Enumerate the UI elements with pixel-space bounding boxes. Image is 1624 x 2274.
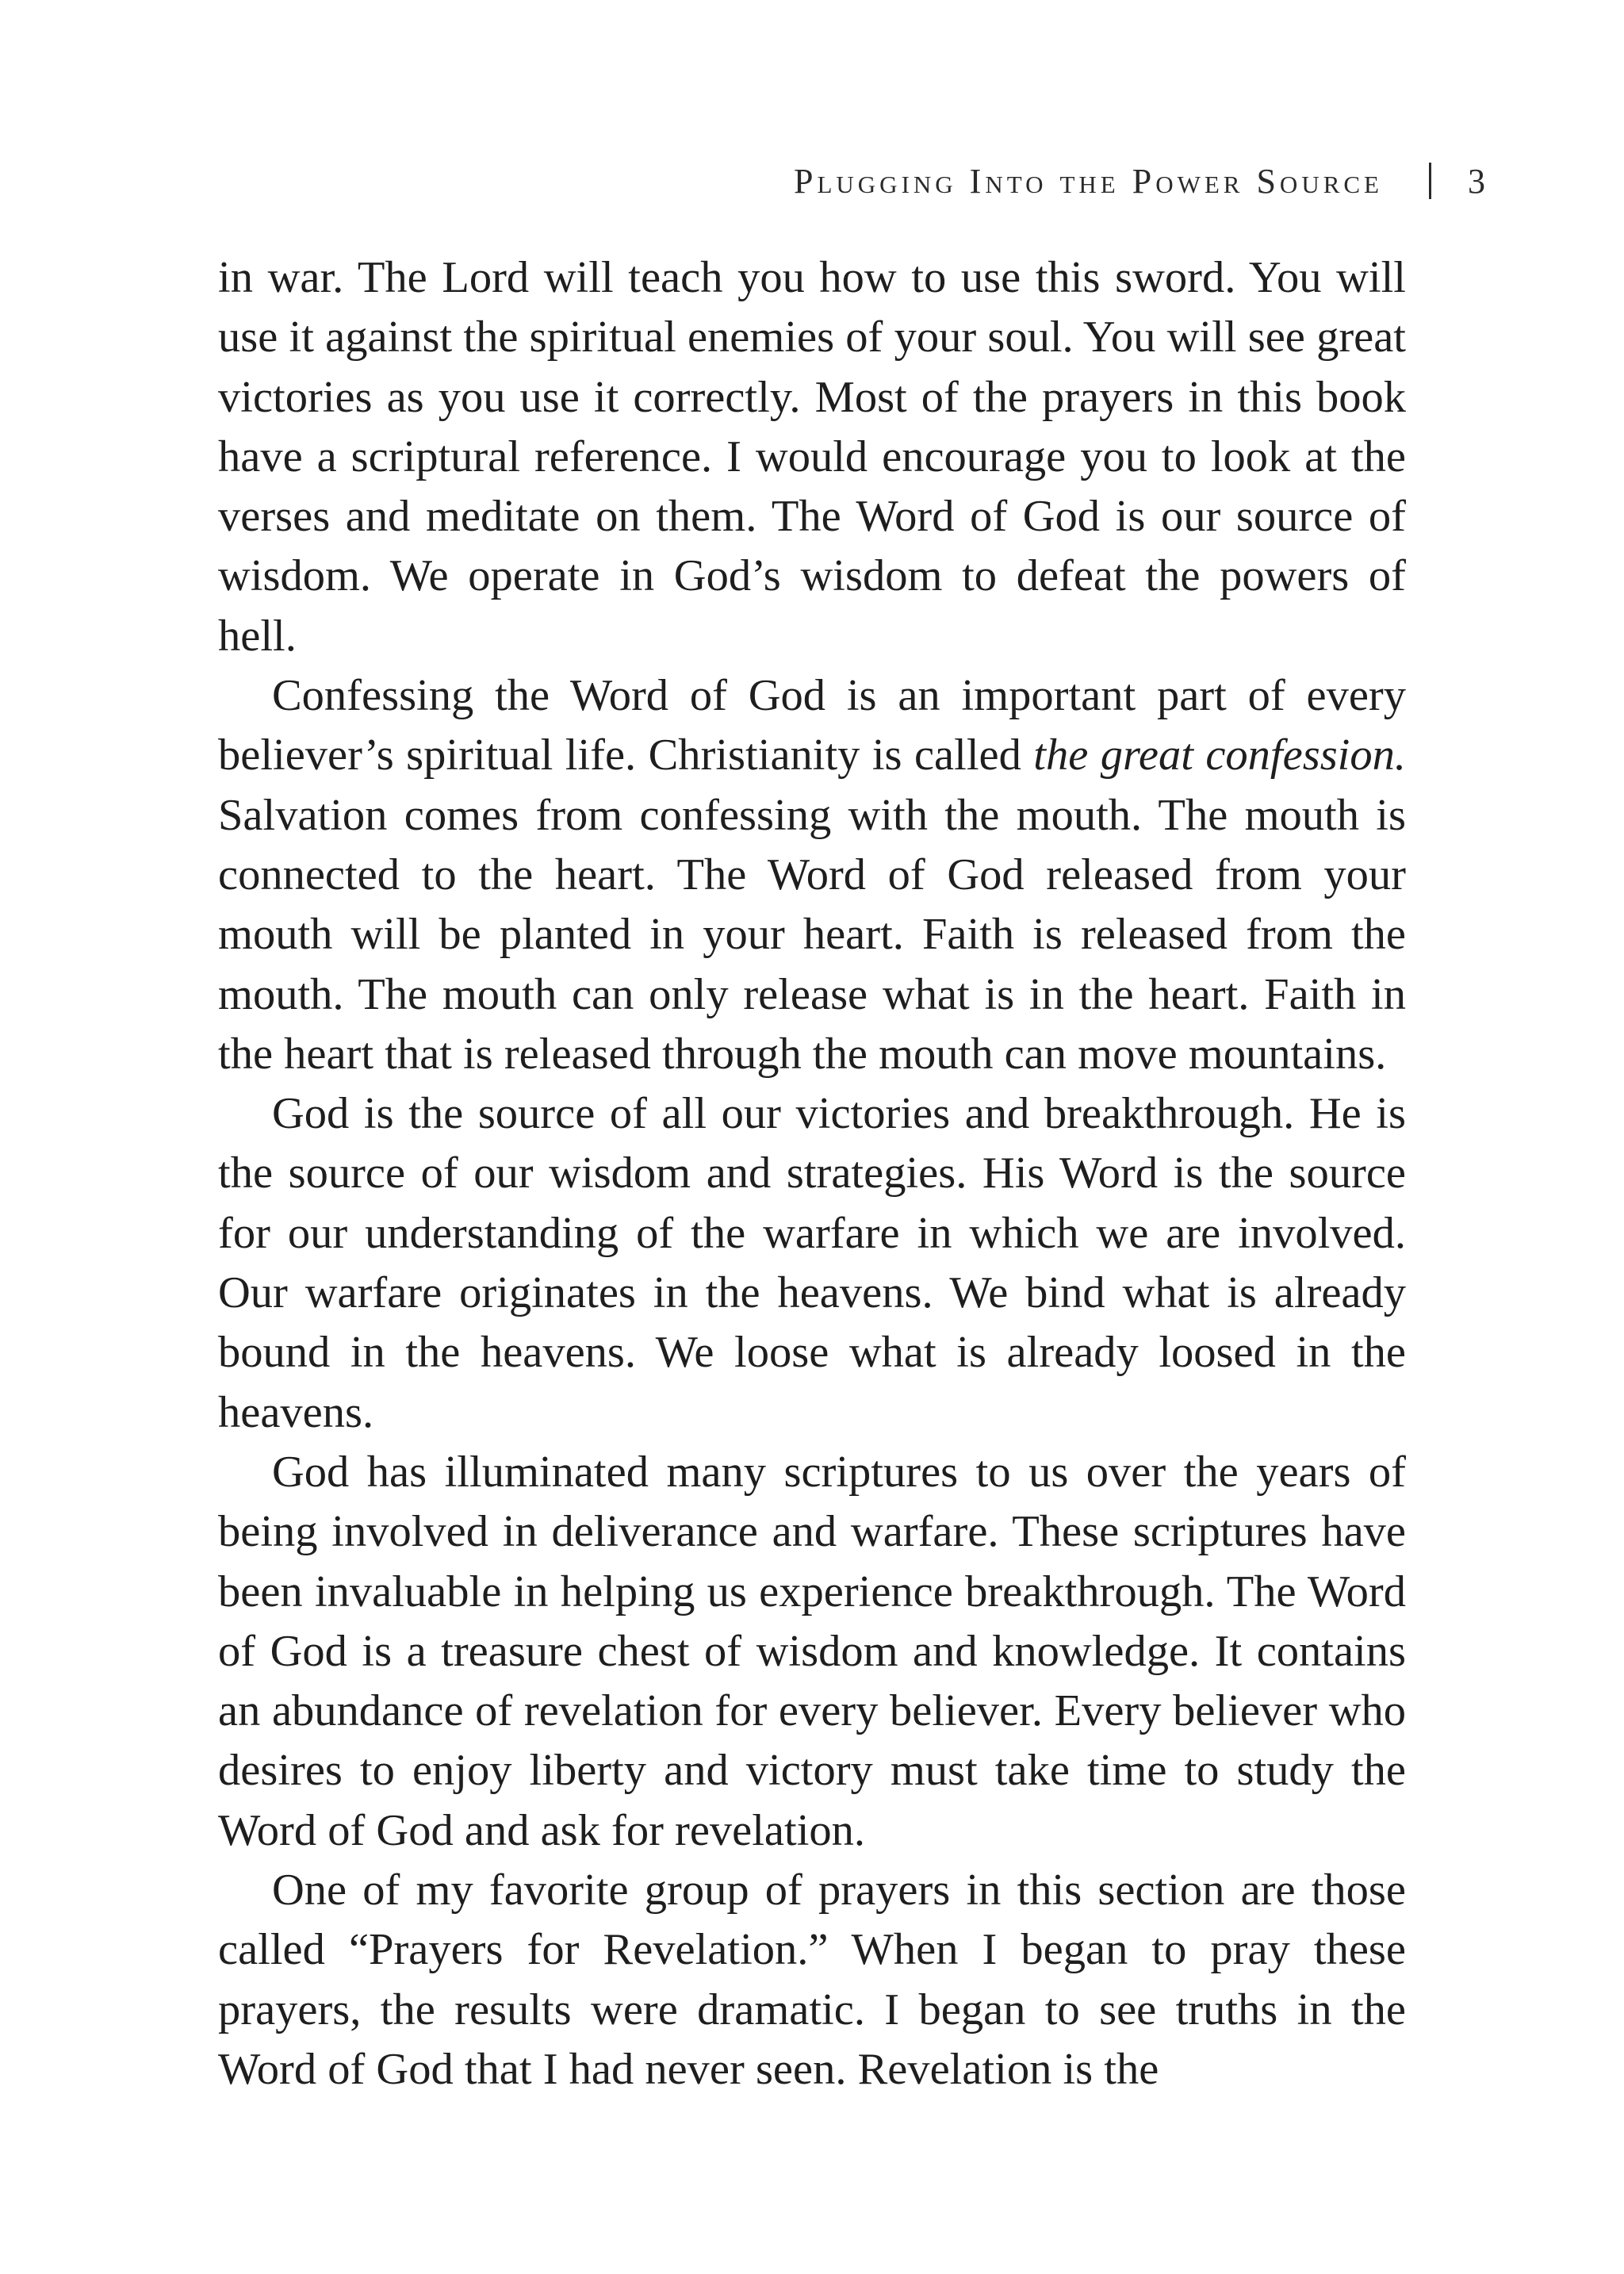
italic-phrase: the great confession.: [1033, 731, 1407, 780]
paragraph-text: God is the source of all our victories and breakthrough. He is the source of our wisdom and strategies. His Word is the source for our understanding of the warfare in which we are involved. Our warfare originates in the heavens. We bind what is already bound in the heavens. We loose what is already loosed in the heavens.: [218, 1089, 1406, 1437]
paragraph-text: Salvation comes from confessing with the mouth. The mouth is connected to the heart. The Word of God released from your mouth will be planted in your heart. Faith is released from the mouth. The mouth can only release what is in the heart. Faith in the heart that is released through the mouth can move mountains.: [218, 790, 1406, 1079]
page-number: 3: [1468, 161, 1485, 201]
running-head: [794, 157, 1485, 205]
paragraph-5: [218, 1861, 1406, 2100]
paragraph-text: in war. The Lord will teach you how to use this sword. You will use it against the spiritual enemies of your soul. You will see great victories as you use it correctly. Most of the prayers in this book have a scriptural reference. I would encourage you to look at the verses and meditate on them. The Word of God is our source of wisdom. We operate in God’s wisdom to defeat the powers of hell.: [218, 253, 1406, 661]
running-head-title: Plugging Into the Power Source: [794, 161, 1383, 201]
paragraph-3: [218, 1084, 1406, 1443]
paragraph-2: [218, 666, 1406, 1084]
paragraph-text: Confessing the Word of God is an important part of every believer’s spiritual life. Christianity is called: [218, 671, 1406, 780]
paragraph-text: God has illuminated many scriptures to us over the years of being involved in deliverance and warfare. These scriptures have been invaluable in helping us experience breakthrough. The Word of God is a treasure chest of wisdom and knowledge. It contains an abundance of revelation for every believer. Every believer who desires to enjoy liberty and victory must take time to study the Word of God and ask for revelation.: [218, 1447, 1406, 1855]
body-text: [218, 248, 1406, 2100]
running-head-separator: [1429, 163, 1431, 199]
paragraph-4: [218, 1443, 1406, 1861]
paragraph-text: One of my favorite group of prayers in this section are those called “Prayers for Revelation.” When I began to pray these prayers, the results were dramatic. I began to see truths in the Word of God that I had never seen. Revelation is the: [218, 1866, 1406, 2094]
paragraph-1: [218, 248, 1406, 666]
